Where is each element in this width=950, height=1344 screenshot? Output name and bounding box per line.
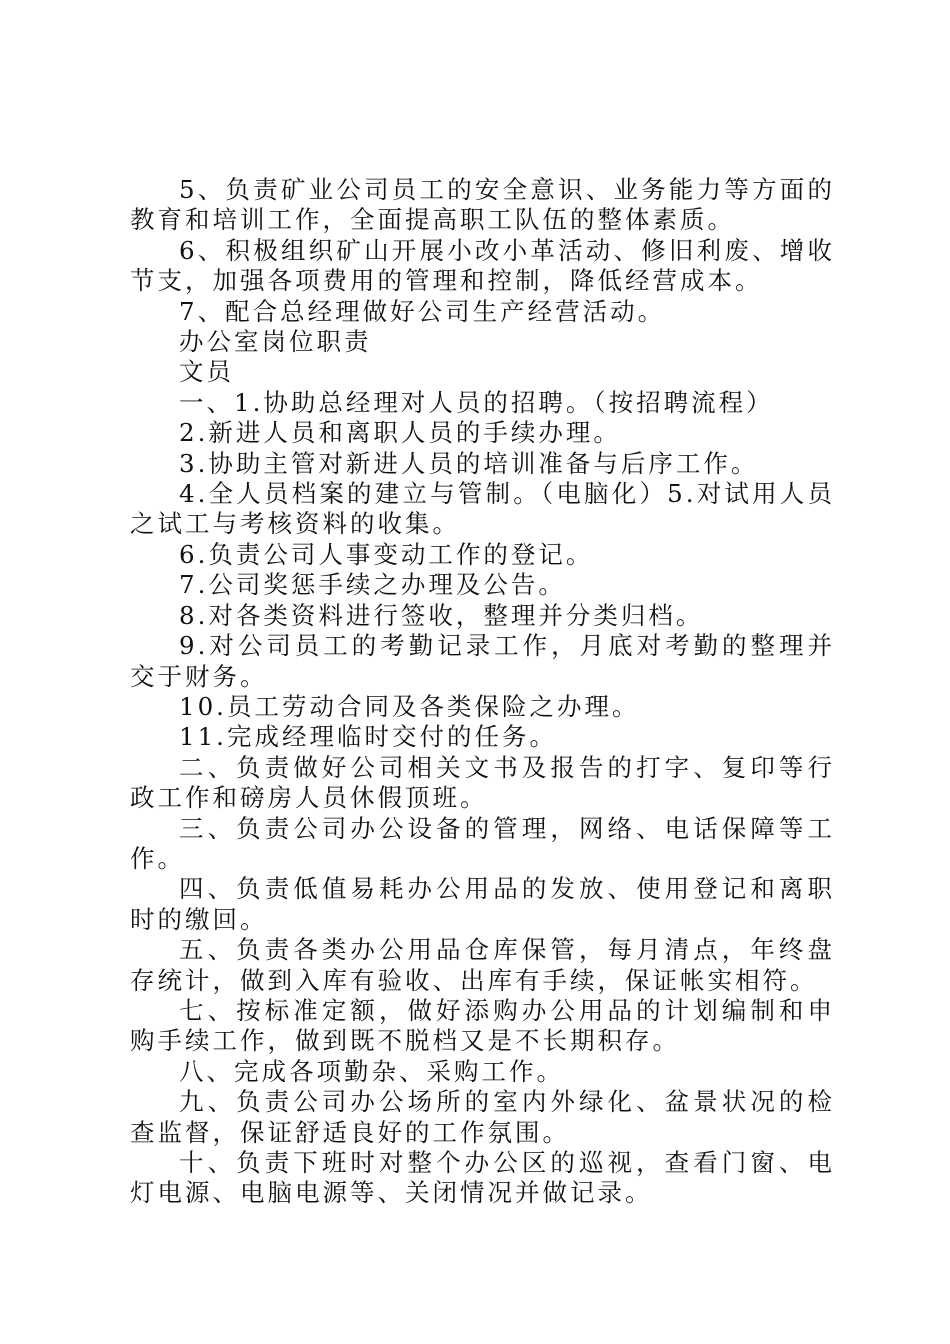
paragraph: 三、负责公司办公设备的管理，网络、电话保障等工作。	[130, 813, 835, 873]
paragraph: 6.负责公司人事变动工作的登记。	[179, 539, 594, 569]
paragraph: 2.新进人员和离职人员的手续办理。	[179, 418, 621, 448]
paragraph: 9.对公司员工的考勤记录工作，月底对考勤的整理并交于财务。	[130, 631, 835, 691]
paragraph: 10.员工劳动合同及各类保险之办理。	[179, 691, 640, 721]
paragraph: 八、完成各项勤杂、采购工作。	[179, 1056, 564, 1086]
document-body	[130, 175, 835, 1209]
subsection-heading: 文员	[179, 357, 234, 387]
paragraph: 7.公司奖惩手续之办理及公告。	[179, 570, 566, 600]
paragraph: 5、负责矿业公司员工的安全意识、业务能力等方面的教育和培训工作，全面提高职工队伍的整体素质。	[130, 175, 835, 235]
paragraph: 4.全人员档案的建立与管制。（电脑化）5.对试用人员之试工与考核资料的收集。	[130, 479, 835, 539]
paragraph: 四、负责低值易耗办公用品的发放、使用登记和离职时的缴回。	[130, 874, 835, 934]
section-heading: 办公室岗位职责	[179, 327, 372, 357]
paragraph: 8.对各类资料进行签收，整理并分类归档。	[179, 600, 704, 630]
paragraph: 九、负责公司办公场所的室内外绿化、盆景状况的检查监督，保证舒适良好的工作氛围。	[130, 1087, 835, 1147]
paragraph: 一、1.协助总经理对人员的招聘。（按招聘流程）	[179, 387, 774, 417]
paragraph: 十、负责下班时对整个办公区的巡视，查看门窗、电灯电源、电脑电源等、关闭情况并做记录。	[130, 1148, 835, 1208]
paragraph: 11.完成经理临时交付的任务。	[179, 722, 557, 752]
paragraph: 6、积极组织矿山开展小改小革活动、修旧利废、增收节支，加强各项费用的管理和控制，降低经营成本。	[130, 235, 835, 296]
paragraph: 五、负责各类办公用品仓库保管，每月清点，年终盘存统计，做到入库有验收、出库有手续，保证帐实相符。	[130, 935, 835, 995]
paragraph: 3.协助主管对新进人员的培训准备与后序工作。	[179, 448, 759, 478]
paragraph: 七、按标准定额，做好添购办公用品的计划编制和申购手续工作，做到既不脱档又是不长期积存。	[130, 995, 835, 1056]
paragraph: 二、负责做好公司相关文书及报告的打字、复印等行政工作和磅房人员休假顶班。	[130, 752, 835, 813]
paragraph: 7、配合总经理做好公司生产经营活动。	[179, 296, 666, 326]
